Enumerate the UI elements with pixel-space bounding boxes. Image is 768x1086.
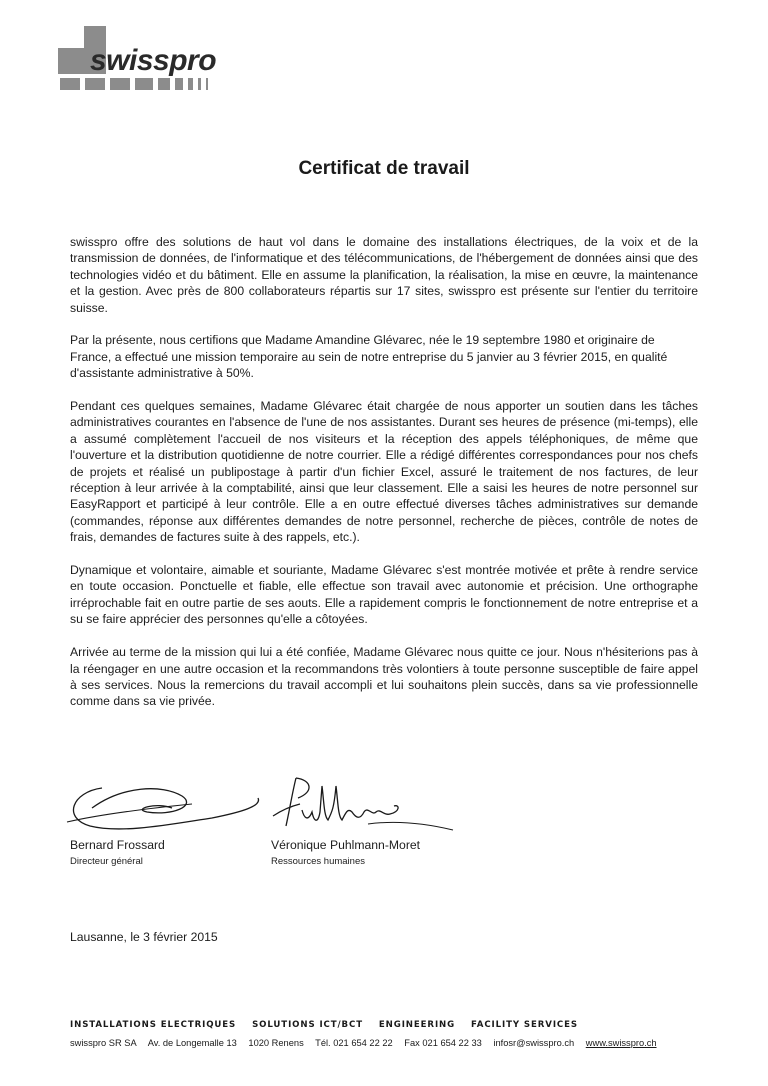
logo-wordmark: swisspro bbox=[90, 44, 217, 77]
company-logo bbox=[58, 26, 258, 106]
paragraph-duties: Pendant ces quelques semaines, Madame Glévarec était chargée de nous apporter un soutien dans les tâches administratives courantes en l'absence de l'une de nos assistantes. Durant ses heures de présence (mi-temps), elle a assumé complètement l'accueil de nos visiteurs et la réception des appels téléphoniques, de même que l'ouverture et la distribution quotidienne de notre courrier. Elle a rédigé différentes correspondances pour nos chefs de projets et réalisé un publipostage à partir d'un fichier Excel, assuré le traitement de nos factures, de leur réception à leur arrivée à la comptabilité, ainsi que leur classement. Elle a saisi les heures de notre personnel sur EasyRapport et participé à leur contrôle. Elle a en outre effectué diverses tâches administratives sur demande (commandes, réponse aux différentes demandes de notre personnel, recherche de pièces, contrôle de notes de frais, demandes de factures suite à des rappels, etc.). bbox=[70, 399, 698, 545]
footer-city: 1020 Renens bbox=[248, 1038, 304, 1048]
signature-block bbox=[0, 772, 768, 882]
paragraph-certification: Par la présente, nous certifions que Madame Amandine Glévarec, née le 19 septembre 1980 et originaire de France, a effectué une mission temporaire au sein de notre entreprise du 5 janvier au 3 février 2015, en qualité d'assistante administrative à 50%. bbox=[70, 333, 668, 381]
signatory-2-name: Véronique Puhlmann-Moret bbox=[271, 838, 421, 852]
footer-service-ict: SOLUTIONS ICT/BCT bbox=[252, 1020, 363, 1030]
page-title: Certificat de travail bbox=[298, 158, 470, 179]
paragraph-company: swisspro offre des solutions de haut vol dans le domaine des installations électriques, de la voix et de la transmission de données, de l'informatique et des télécommunications, de l'hébergement de données ainsi que des technologies vidéo et du bâtiment. Elle en assume la planification, la réalisation, la mise en œuvre, la maintenance et la gestion. Avec près de 800 collaborateurs répartis sur 17 sites, swisspro est présente sur l'entier du territoire suisse. bbox=[70, 235, 698, 315]
signature-puhlmann-icon bbox=[268, 772, 458, 838]
footer-address: Av. de Longemalle 13 bbox=[147, 1038, 237, 1048]
footer-email[interactable]: infosr@swisspro.ch bbox=[493, 1038, 575, 1048]
footer-company: swisspro SR SA bbox=[70, 1038, 137, 1048]
paragraph-closing: Arrivée au terme de la mission qui lui a été confiée, Madame Glévarec nous quitte ce jour. Nous n'hésiterions pas à la réengager en une autre occasion et la recommandons très volontiers à toute personne susceptible de faire appel à ses services. Nous la remercions du travail accompli et lui souhaitons plein succès, dans sa vie professionnelle comme dans sa vie privée. bbox=[70, 645, 698, 709]
footer-contact bbox=[70, 1038, 657, 1048]
signature-frossard-icon bbox=[62, 778, 272, 840]
paragraph-qualities: Dynamique et volontaire, aimable et souriante, Madame Glévarec s'est montrée motivée et prête à rendre service en toute occasion. Ponctuelle et fiable, elle effectue son travail avec autonomie et précision. Une orthographe irréprochable fait en outre partie de ses aouts. Elle a rapidement compris le fonctionnement de notre entreprise et a su se faire apprécier des personnes qu'elle a côtoyées. bbox=[70, 563, 698, 627]
certificate-body bbox=[70, 234, 698, 726]
footer-services bbox=[70, 1020, 590, 1030]
footer-service-engineering: ENGINEERING bbox=[378, 1020, 456, 1030]
footer-tel: Tél. 021 654 22 22 bbox=[315, 1038, 393, 1048]
footer-website-link[interactable]: www.swisspro.ch bbox=[585, 1038, 657, 1048]
footer-service-electrical: INSTALLATIONS ELECTRIQUES bbox=[70, 1020, 237, 1030]
footer-service-facility: FACILITY SERVICES bbox=[471, 1020, 578, 1030]
signatory-1-role: Directeur général bbox=[70, 856, 143, 867]
footer-fax: Fax 021 654 22 33 bbox=[404, 1038, 482, 1048]
signatory-2-role: Ressources humaines bbox=[271, 856, 365, 867]
signatory-1-name: Bernard Frossard bbox=[70, 838, 165, 852]
place-date: Lausanne, le 3 février 2015 bbox=[70, 930, 218, 944]
